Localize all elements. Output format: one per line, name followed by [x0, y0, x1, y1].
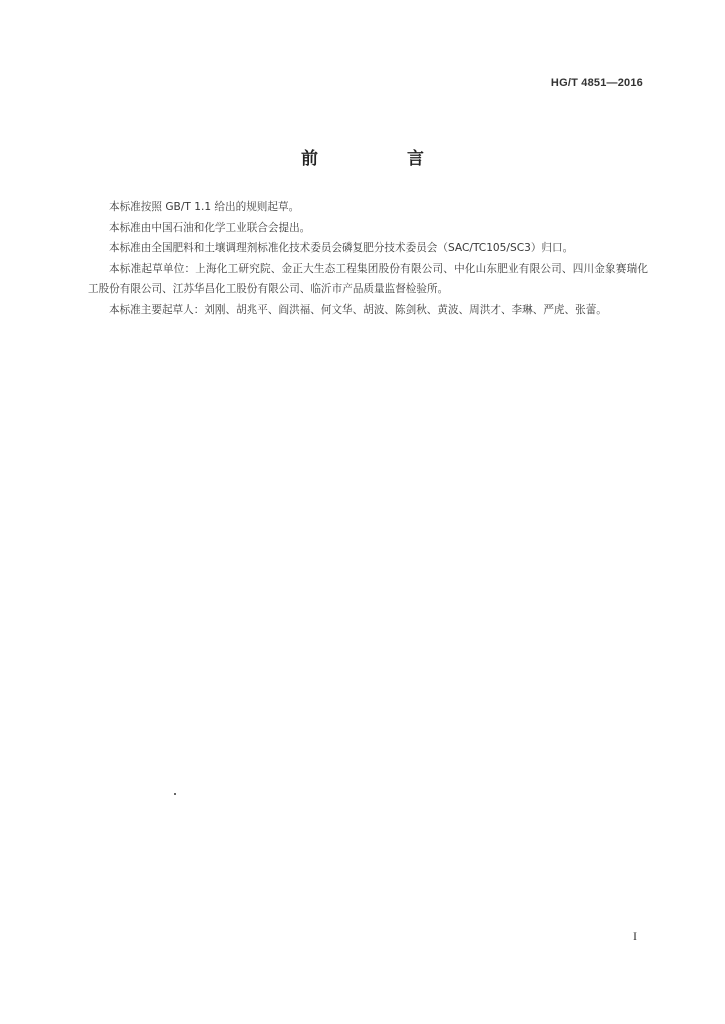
page-number: I: [633, 929, 637, 943]
paragraph-proposed-by: 本标准由中国石油和化学工业联合会提出。: [109, 221, 311, 234]
scan-speck: [174, 793, 176, 795]
page-title: 前 言: [301, 149, 460, 169]
paragraph-drafting-units: 本标准起草单位：上海化工研究院、金正大生态工程集团股份有限公司、中化山东肥业有限公司、四川金象赛瑞化工股份有限公司、江苏华昌化工股份有限公司、临沂市产品质量监督检验所。: [88, 262, 648, 296]
foreword-body: [88, 197, 648, 321]
standard-code: HG/T 4851—2016: [550, 77, 643, 89]
paragraph-centralized-by: 本标准由全国肥料和土壤调理剂标准化技术委员会磷复肥分技术委员会（SAC/TC105/SC3）归口。: [109, 242, 574, 255]
paragraph-drafters: 本标准主要起草人：刘刚、胡兆平、阎洪福、何文华、胡波、陈剑秋、黄波、周洪才、李琳、严虎、张蕾。: [109, 303, 607, 316]
paragraph-drafting-rules: 本标准按照 GB/T 1.1 给出的规则起草。: [109, 201, 300, 213]
